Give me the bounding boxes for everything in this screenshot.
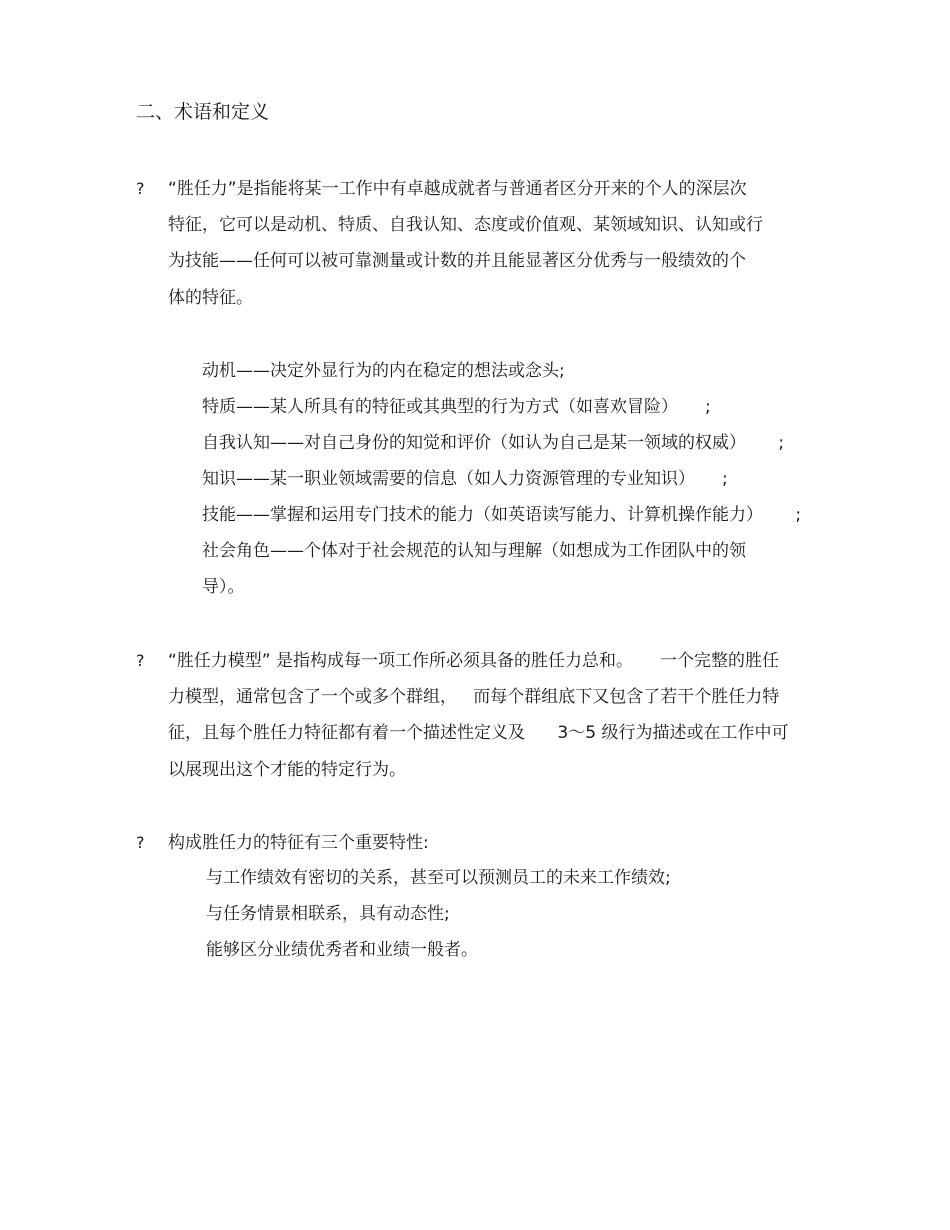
paragraph-line: 征，且每个胜任力特征都有着一个描述性定义及 3～5 级行为描述或在工作中可: [168, 723, 789, 743]
definition-self-concept: 自我认知——对自己身份的知觉和评价（如认为自己是某一领域的权威） ;: [202, 433, 785, 453]
paragraph-line: “胜任力”是指能将某一工作中有卓越成就者与普通者区分开来的个人的深层次: [168, 179, 747, 199]
list-item: 与任务情景相联系，具有动态性;: [206, 904, 450, 924]
definition-knowledge: 知识——某一职业领域需要的信息（如人力资源管理的专业知识） ;: [202, 469, 728, 489]
definition-skill: 技能——掌握和运用专门技术的能力（如英语读写能力、计算机操作能力） ;: [202, 505, 802, 525]
list-item: 与工作绩效有密切的关系，甚至可以预测员工的未来工作绩效;: [206, 868, 671, 888]
section-heading: 二、术语和定义: [136, 101, 270, 123]
definition-trait: 特质——某人所具有的特征或其典型的行为方式（如喜欢冒险） ;: [202, 397, 711, 417]
paragraph-line: 体的特征。: [168, 288, 253, 308]
definition-motive: 动机——决定外显行为的内在稳定的想法或念头;: [202, 361, 565, 381]
paragraph-line: 特征，它可以是动机、特质、自我认知、态度或价值观、某领域知识、认知或行: [168, 215, 763, 235]
bullet-marker-1: ?: [136, 179, 145, 198]
paragraph-line: 以展现出这个才能的特定行为。: [168, 760, 406, 780]
paragraph-line: “胜任力模型” 是指构成每一项工作所必须具备的胜任力总和。 一个完整的胜任: [168, 651, 780, 671]
definition-social-role: 社会角色——个体对于社会规范的认知与理解（如想成为工作团队中的领: [202, 541, 746, 561]
bullet-marker-2: ?: [136, 651, 145, 670]
definition-social-role-cont: 导）。: [202, 577, 245, 597]
bullet-marker-3: ?: [136, 833, 145, 852]
list-item: 能够区分业绩优秀者和业绩一般者。: [206, 940, 478, 960]
paragraph-characteristics-intro: 构成胜任力的特征有三个重要特性:: [168, 833, 429, 853]
paragraph-line: 力模型，通常包含了一个或多个群组， 而每个群组底下又包含了若干个胜任力特: [168, 687, 780, 707]
paragraph-line: 为技能——任何可以被可靠测量或计数的并且能显著区分优秀与一般绩效的个: [168, 251, 746, 271]
